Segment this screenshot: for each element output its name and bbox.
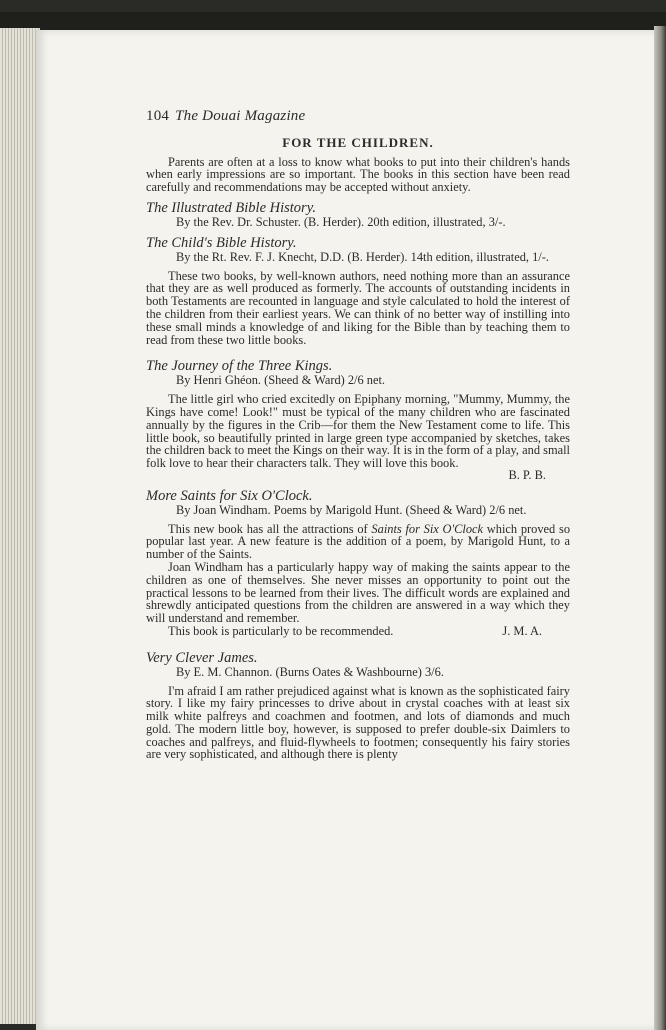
page-content <box>146 110 570 761</box>
review-saints-3-line <box>146 625 570 638</box>
signature-saints: J. M. A. <box>502 623 542 638</box>
running-head <box>146 110 570 123</box>
entry-meta-illustrated-bible: By the Rev. Dr. Schuster. (B. Herder). 20th edition, illustrated, 3/-. <box>176 214 506 229</box>
entry-title-childs-bible: The Child's Bible History. <box>146 234 297 251</box>
entry-meta-journey: By Henri Ghéon. (Sheed & Ward) 2/6 net. <box>176 373 386 388</box>
review-saints-3: This book is particularly to be recommended. <box>168 623 394 638</box>
entry-meta-clever-james: By E. M. Channon. (Burns Oates & Washbourne) 3/6. <box>176 664 444 679</box>
magazine-title: The Douai Magazine <box>175 108 306 124</box>
review-bible-histories: These two books, by well-known authors, need nothing more than an assurance that they are as well produced as formerly. The accounts of outstanding incidents in both Testaments are recounted in language and style calculated to hold the interest of the children from their earliest years. We can think of no better way of instilling into these small minds a knowledge of and liking for the Bible than by teaching them to read from these two little books. <box>146 268 570 347</box>
entry-title-saints: More Saints for Six O'Clock. <box>146 487 313 504</box>
entry-title-clever-james: Very Clever James. <box>146 649 258 666</box>
entry-meta-childs-bible: By the Rt. Rev. F. J. Knecht, D.D. (B. Herder). 14th edition, illustrated, 1/-. <box>176 249 549 264</box>
review-journey: The little girl who cried excitedly on Epiphany morning, "Mummy, Mummy, the Kings have come! Look!" must be typical of the many children who are fascinated annually by the figures in the Crib—for them the New Testament come to life. This little book, so beautifully printed in large green type accompanied by sketches, takes the children back to meet the Kings on their way. It is in the form of a play, and small folk love to hear their characters talk. They will love this book. <box>146 392 570 471</box>
page-number: 104 <box>146 108 170 124</box>
review-clever-james: I'm afraid I am rather prejudiced against what is known as the sophisticated fairy story. I like my fairy princesses to drive about in crystal coaches with at least six milk white palfreys and coachmen and footmen, and lots of diamonds and much gold. The modern little boy, however, is supposed to prefer double-six Daimlers to coaches and palfreys, and fluid-flywheels to footmen; consequently his fairy stories are very sophisticated, and although there is plenty <box>146 683 570 762</box>
entry-title-illustrated-bible: The Illustrated Bible History. <box>146 199 316 216</box>
review-saints-1 <box>146 523 570 561</box>
review-saints-2: Joan Windham has a particularly happy way of making the saints appear to the children as one of themselves. She never misses an opportunity to point out the practical lessons to be learned from their lives. The difficult words are explained and shrewdly anticipated questions from the children are answered in a way which they will understand and remember. <box>146 559 570 626</box>
section-title: FOR THE CHILDREN. <box>282 134 434 150</box>
page-stack <box>0 28 40 1024</box>
entry-meta-saints: By Joan Windham. Poems by Marigold Hunt. (Sheed & Ward) 2/6 net. <box>176 502 527 517</box>
review-saints-1-pre: This new book has all the attractions of <box>168 521 372 536</box>
review-saints-1-post: which proved so popular last year. A new feature is the addition of a poem, by Marigold Hunt, to a number of the Saints. <box>146 521 571 562</box>
review-saints-1-italic: Saints for Six O'Clock <box>371 521 484 536</box>
intro-paragraph: Parents are often at a loss to know what books to put into their children's hands when early impressions are so important. The books in this section have been read carefully and recommendations may be accepted without anxiety. <box>146 154 570 195</box>
signature-journey: B. P. B. <box>508 467 546 482</box>
book-edge <box>654 26 666 1030</box>
entry-title-journey: The Journey of the Three Kings. <box>146 358 333 375</box>
